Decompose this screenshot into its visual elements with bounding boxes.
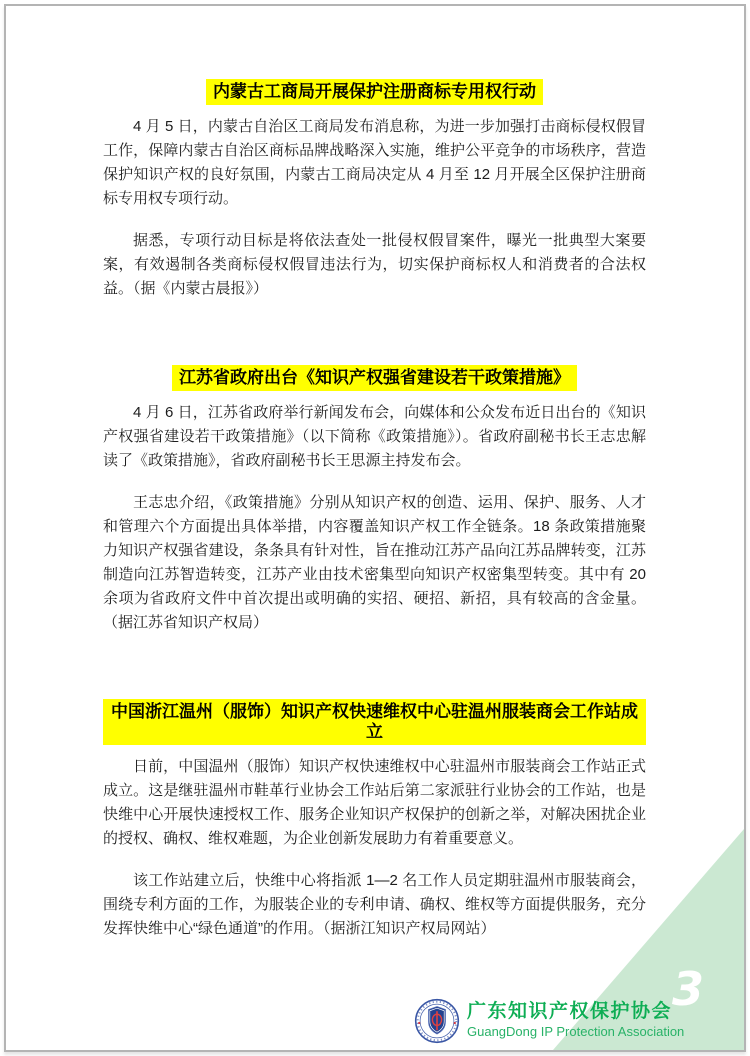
article-2-paragraph-2: 王志忠介绍，《政策措施》分别从知识产权的创造、运用、保护、服务、人才和管理六个方面提出具体举措，内容覆盖知识产权工作全链条。18 条政策措施聚力知识产权强省建设，条条具有针对性，旨在推动江苏产品向江苏品牌转变，江苏制造向江苏智造转变，江苏产业由技术密集型向知识产权密集型转变。其中有 20 余项为省政府文件中首次提出或明确的实招、硬招、新招，具有较高的含金量。（据江苏省知识产权局）	[103, 494, 646, 631]
article-2-paragraph-1: 4 月 6 日，江苏省政府举行新闻发布会，向媒体和公众发布近日出台的《知识产权强省建设若干政策措施》（以下简称《政策措施》）。省政府副秘书长王志忠解读了《政策措施》，省政府副秘书长王思源主持发布会。	[103, 404, 646, 469]
article-1-paragraph-1: 4 月 5 日，内蒙古自治区工商局发布消息称，为进一步加强打击商标侵权假冒工作，保障内蒙古自治区商标品牌战略深入实施，维护公平竞争的市场秩序，营造保护知识产权的良好氛围，内蒙古工商局决定从 4 月至 12 月开展全区保护注册商标专用权专项行动。	[103, 118, 646, 207]
association-name-zh: 广东知识产权保护协会	[467, 1001, 673, 1023]
article-3-title	[103, 699, 646, 745]
page-number: 3	[671, 962, 704, 1016]
article-2	[103, 365, 646, 635]
association-name-en: GuangDong IP Protection Association	[467, 1024, 685, 1040]
article-1	[103, 79, 646, 301]
association-badge-icon	[414, 998, 460, 1044]
article-3	[103, 699, 646, 941]
article-1-paragraph-2: 据悉，专项行动目标是将依法查处一批侵权假冒案件，曝光一批典型大案要案，有效遏制各类商标侵权假冒违法行为，切实保护商标权人和消费者的合法权益。（据《内蒙古晨报》）	[103, 232, 646, 297]
article-1-title	[103, 79, 646, 105]
association-name-block	[467, 1002, 684, 1039]
footer	[414, 998, 684, 1044]
article-2-title	[103, 365, 646, 391]
article-2-title-highlight: 江苏省政府出台《知识产权强省建设若干政策措施》	[172, 365, 577, 391]
article-3-paragraph-2: 该工作站建立后，快维中心将指派 1—2 名工作人员定期驻温州市服装商会，围绕专利方面的工作，为服装企业的专利申请、确权、维权等方面提供服务，充分发挥快维中心“绿色通道”的作用。（据浙江知识产权局网站）	[103, 872, 646, 937]
article-1-title-highlight: 内蒙古工商局开展保护注册商标专用权行动	[206, 79, 543, 105]
page-content	[103, 79, 646, 941]
article-3-title-highlight: 中国浙江温州（服饰）知识产权快速维权中心驻温州服装商会工作站成立	[103, 699, 646, 745]
document-page	[4, 4, 746, 1052]
article-3-paragraph-1: 日前，中国温州（服饰）知识产权快速维权中心驻温州市服装商会工作站正式成立。这是继驻温州市鞋革行业协会工作站后第二家派驻行业协会的工作站，也是快维中心开展快速授权工作、服务企业知识产权保护的创新之举，对解决困扰企业的授权、确权、维权难题，为企业创新发展助力有着重要意义。	[103, 758, 646, 847]
